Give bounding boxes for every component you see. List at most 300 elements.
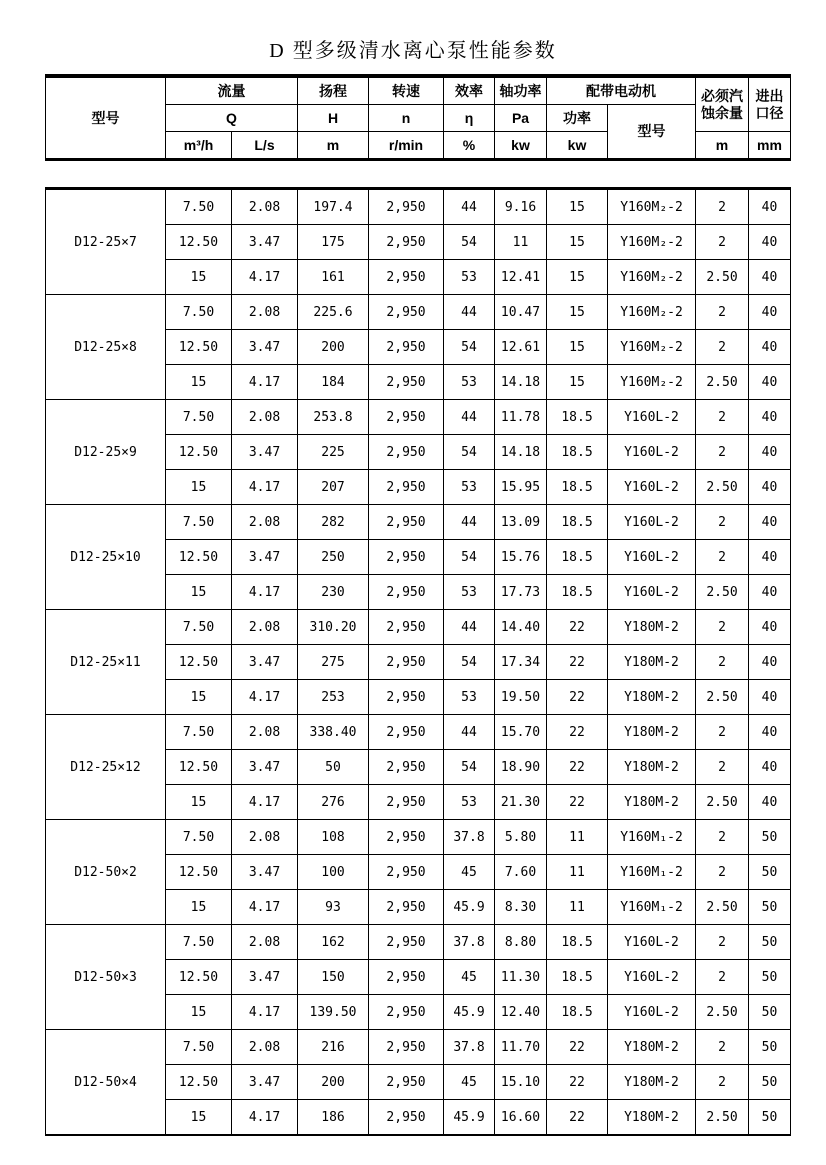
value-cell: 54: [444, 645, 495, 680]
value-cell: 18.5: [547, 960, 608, 995]
value-cell: 14.40: [495, 610, 547, 645]
value-cell: 225.6: [298, 295, 369, 330]
header-unit-efficiency: %: [444, 132, 495, 160]
header-pump-model: 型号: [46, 76, 166, 160]
value-cell: 22: [547, 645, 608, 680]
pump-model-cell: D12-50×3: [46, 925, 166, 1030]
value-cell: 2,950: [369, 715, 444, 750]
value-cell: 2.08: [232, 400, 298, 435]
value-cell: 2,950: [369, 575, 444, 610]
value-cell: 54: [444, 750, 495, 785]
value-cell: 15.10: [495, 1065, 547, 1100]
value-cell: 22: [547, 1100, 608, 1136]
value-cell: 44: [444, 610, 495, 645]
value-cell: 7.50: [166, 295, 232, 330]
value-cell: 2,950: [369, 1065, 444, 1100]
value-cell: 50: [749, 995, 791, 1030]
value-cell: 4.17: [232, 365, 298, 400]
value-cell: 108: [298, 820, 369, 855]
value-cell: 53: [444, 470, 495, 505]
value-cell: 2,950: [369, 750, 444, 785]
value-cell: 15: [166, 890, 232, 925]
value-cell: 14.18: [495, 365, 547, 400]
value-cell: 45.9: [444, 1100, 495, 1136]
value-cell: 2.08: [232, 925, 298, 960]
value-cell: 22: [547, 785, 608, 820]
value-cell: Y160M₂-2: [608, 225, 696, 260]
value-cell: 50: [749, 925, 791, 960]
value-cell: Y180M-2: [608, 750, 696, 785]
value-cell: Y180M-2: [608, 645, 696, 680]
value-cell: 50: [749, 1065, 791, 1100]
header-flow-symbol: Q: [166, 105, 298, 132]
value-cell: 216: [298, 1030, 369, 1065]
value-cell: 10.47: [495, 295, 547, 330]
value-cell: 11.78: [495, 400, 547, 435]
value-cell: 11.30: [495, 960, 547, 995]
table-row: [46, 820, 791, 855]
value-cell: 2,950: [369, 785, 444, 820]
pump-model-cell: D12-50×2: [46, 820, 166, 925]
header-unit-ls: L/s: [232, 132, 298, 160]
value-cell: 40: [749, 470, 791, 505]
value-cell: Y160L-2: [608, 505, 696, 540]
value-cell: 18.5: [547, 575, 608, 610]
value-cell: 8.80: [495, 925, 547, 960]
value-cell: 2: [696, 295, 749, 330]
value-cell: 53: [444, 575, 495, 610]
value-cell: Y160L-2: [608, 470, 696, 505]
value-cell: 12.50: [166, 960, 232, 995]
value-cell: 161: [298, 260, 369, 295]
value-cell: 18.5: [547, 400, 608, 435]
value-cell: 54: [444, 330, 495, 365]
value-cell: 2,950: [369, 505, 444, 540]
value-cell: 2.08: [232, 715, 298, 750]
value-cell: 162: [298, 925, 369, 960]
value-cell: 2,950: [369, 540, 444, 575]
header-npsh-line1: 必须汽: [701, 88, 743, 105]
value-cell: 15: [547, 365, 608, 400]
value-cell: 139.50: [298, 995, 369, 1030]
value-cell: 93: [298, 890, 369, 925]
page-title: D 型多级清水离心泵性能参数: [269, 40, 557, 62]
value-cell: 18.5: [547, 470, 608, 505]
header-efficiency-symbol: η: [444, 105, 495, 132]
header-head-symbol: H: [298, 105, 369, 132]
value-cell: 40: [749, 295, 791, 330]
header-flow: 流量: [166, 76, 298, 105]
value-cell: 11: [547, 855, 608, 890]
header-unit-port: mm: [749, 132, 791, 160]
pump-model-cell: D12-50×4: [46, 1030, 166, 1136]
header-speed-symbol: n: [369, 105, 444, 132]
pump-model-cell: D12-25×11: [46, 610, 166, 715]
value-cell: Y160L-2: [608, 435, 696, 470]
value-cell: 150: [298, 960, 369, 995]
value-cell: 2,950: [369, 960, 444, 995]
table-row: [46, 189, 791, 225]
value-cell: 40: [749, 540, 791, 575]
value-cell: 11: [547, 890, 608, 925]
value-cell: 2.50: [696, 260, 749, 295]
value-cell: Y160M₁-2: [608, 855, 696, 890]
value-cell: 37.8: [444, 925, 495, 960]
pump-model-cell: D12-25×8: [46, 295, 166, 400]
header-unit-motor-power: kw: [547, 132, 608, 160]
value-cell: Y180M-2: [608, 785, 696, 820]
value-cell: 40: [749, 505, 791, 540]
value-cell: 11.70: [495, 1030, 547, 1065]
value-cell: 8.30: [495, 890, 547, 925]
value-cell: 2: [696, 330, 749, 365]
value-cell: 3.47: [232, 645, 298, 680]
value-cell: 15: [166, 1100, 232, 1136]
value-cell: 14.18: [495, 435, 547, 470]
value-cell: 15: [166, 260, 232, 295]
value-cell: 12.50: [166, 855, 232, 890]
value-cell: 50: [749, 1030, 791, 1065]
value-cell: 2.08: [232, 189, 298, 225]
value-cell: 53: [444, 680, 495, 715]
value-cell: 15: [166, 680, 232, 715]
value-cell: 12.41: [495, 260, 547, 295]
value-cell: 17.73: [495, 575, 547, 610]
value-cell: 7.50: [166, 820, 232, 855]
value-cell: 2,950: [369, 189, 444, 225]
value-cell: 2,950: [369, 890, 444, 925]
table-row: [46, 295, 791, 330]
value-cell: 2.50: [696, 575, 749, 610]
value-cell: 100: [298, 855, 369, 890]
value-cell: Y160M₂-2: [608, 189, 696, 225]
value-cell: 2.50: [696, 680, 749, 715]
value-cell: 45: [444, 960, 495, 995]
value-cell: 45.9: [444, 890, 495, 925]
value-cell: 2.50: [696, 890, 749, 925]
value-cell: 2,950: [369, 260, 444, 295]
value-cell: 22: [547, 715, 608, 750]
header-shaft-power: 轴功率: [495, 76, 547, 105]
value-cell: 253.8: [298, 400, 369, 435]
value-cell: Y160L-2: [608, 575, 696, 610]
value-cell: 225: [298, 435, 369, 470]
value-cell: 40: [749, 189, 791, 225]
value-cell: 2.08: [232, 820, 298, 855]
value-cell: 4.17: [232, 890, 298, 925]
value-cell: 15: [547, 189, 608, 225]
table-row: [46, 1030, 791, 1065]
value-cell: 2,950: [369, 470, 444, 505]
value-cell: 2.08: [232, 505, 298, 540]
pump-model-cell: D12-25×12: [46, 715, 166, 820]
value-cell: 275: [298, 645, 369, 680]
value-cell: 18.5: [547, 995, 608, 1030]
value-cell: 12.50: [166, 435, 232, 470]
value-cell: 2,950: [369, 225, 444, 260]
value-cell: 338.40: [298, 715, 369, 750]
value-cell: 2,950: [369, 295, 444, 330]
value-cell: 9.16: [495, 189, 547, 225]
value-cell: 186: [298, 1100, 369, 1136]
value-cell: 2: [696, 400, 749, 435]
value-cell: 230: [298, 575, 369, 610]
value-cell: 53: [444, 785, 495, 820]
value-cell: 2,950: [369, 680, 444, 715]
value-cell: 2,950: [369, 330, 444, 365]
value-cell: 15.70: [495, 715, 547, 750]
value-cell: Y180M-2: [608, 680, 696, 715]
value-cell: 2.50: [696, 995, 749, 1030]
value-cell: 7.50: [166, 610, 232, 645]
value-cell: 7.50: [166, 715, 232, 750]
value-cell: 2: [696, 925, 749, 960]
value-cell: 12.50: [166, 225, 232, 260]
value-cell: 12.50: [166, 750, 232, 785]
value-cell: Y160L-2: [608, 960, 696, 995]
header-efficiency: 效率: [444, 76, 495, 105]
value-cell: 4.17: [232, 1100, 298, 1136]
value-cell: 2.50: [696, 785, 749, 820]
value-cell: 40: [749, 435, 791, 470]
value-cell: 2: [696, 855, 749, 890]
value-cell: 40: [749, 225, 791, 260]
value-cell: 3.47: [232, 540, 298, 575]
value-cell: 40: [749, 610, 791, 645]
value-cell: 50: [749, 820, 791, 855]
value-cell: 2: [696, 189, 749, 225]
value-cell: Y160L-2: [608, 925, 696, 960]
value-cell: 3.47: [232, 855, 298, 890]
value-cell: 2,950: [369, 645, 444, 680]
table-row: [46, 925, 791, 960]
header-motor-group: 配带电动机: [547, 76, 696, 105]
value-cell: 44: [444, 189, 495, 225]
value-cell: 12.50: [166, 330, 232, 365]
pump-model-cell: D12-25×7: [46, 189, 166, 295]
value-cell: 2: [696, 960, 749, 995]
value-cell: 7.60: [495, 855, 547, 890]
value-cell: 40: [749, 260, 791, 295]
value-cell: Y160L-2: [608, 400, 696, 435]
value-cell: 2,950: [369, 1100, 444, 1136]
value-cell: 17.34: [495, 645, 547, 680]
table-row: [46, 505, 791, 540]
value-cell: 2,950: [369, 400, 444, 435]
value-cell: 15.76: [495, 540, 547, 575]
value-cell: Y180M-2: [608, 715, 696, 750]
header-npsh: [696, 76, 749, 132]
value-cell: 16.60: [495, 1100, 547, 1136]
header-shaft-power-symbol: Pa: [495, 105, 547, 132]
value-cell: 200: [298, 1065, 369, 1100]
pump-model-cell: D12-25×10: [46, 505, 166, 610]
value-cell: 18.5: [547, 435, 608, 470]
value-cell: 50: [749, 855, 791, 890]
value-cell: 5.80: [495, 820, 547, 855]
header-unit-npsh: m: [696, 132, 749, 160]
value-cell: 2.50: [696, 1100, 749, 1136]
value-cell: 2,950: [369, 435, 444, 470]
value-cell: 18.5: [547, 925, 608, 960]
value-cell: 53: [444, 260, 495, 295]
value-cell: 15.95: [495, 470, 547, 505]
value-cell: 50: [749, 960, 791, 995]
value-cell: 15: [547, 330, 608, 365]
header-port-line2: 口径: [755, 104, 784, 121]
value-cell: Y180M-2: [608, 1030, 696, 1065]
header-unit-m3h: m³/h: [166, 132, 232, 160]
value-cell: 40: [749, 645, 791, 680]
value-cell: 18.5: [547, 505, 608, 540]
value-cell: 18.90: [495, 750, 547, 785]
value-cell: 2: [696, 505, 749, 540]
value-cell: 22: [547, 1065, 608, 1100]
value-cell: Y160M₂-2: [608, 260, 696, 295]
value-cell: 54: [444, 540, 495, 575]
value-cell: 2.08: [232, 610, 298, 645]
value-cell: 3.47: [232, 435, 298, 470]
value-cell: 4.17: [232, 680, 298, 715]
value-cell: 2: [696, 225, 749, 260]
value-cell: 250: [298, 540, 369, 575]
spec-table-header: [45, 74, 791, 161]
header-motor-model: 型号: [608, 105, 696, 160]
value-cell: 2.08: [232, 1030, 298, 1065]
value-cell: 54: [444, 435, 495, 470]
value-cell: 15: [166, 365, 232, 400]
value-cell: 282: [298, 505, 369, 540]
value-cell: 40: [749, 785, 791, 820]
value-cell: 2: [696, 750, 749, 785]
value-cell: 7.50: [166, 505, 232, 540]
value-cell: 44: [444, 295, 495, 330]
value-cell: 53: [444, 365, 495, 400]
value-cell: 12.50: [166, 540, 232, 575]
value-cell: 40: [749, 365, 791, 400]
value-cell: Y180M-2: [608, 610, 696, 645]
value-cell: 2,950: [369, 610, 444, 645]
value-cell: 3.47: [232, 1065, 298, 1100]
value-cell: 7.50: [166, 1030, 232, 1065]
value-cell: 12.40: [495, 995, 547, 1030]
value-cell: 3.47: [232, 750, 298, 785]
spec-table-body: [45, 187, 791, 1136]
value-cell: 11: [495, 225, 547, 260]
value-cell: 4.17: [232, 575, 298, 610]
value-cell: 40: [749, 575, 791, 610]
value-cell: 2: [696, 1065, 749, 1100]
value-cell: 253: [298, 680, 369, 715]
value-cell: 22: [547, 1030, 608, 1065]
value-cell: 2: [696, 610, 749, 645]
value-cell: 2.08: [232, 295, 298, 330]
table-row: [46, 610, 791, 645]
value-cell: 40: [749, 715, 791, 750]
value-cell: 15: [547, 260, 608, 295]
value-cell: 12.50: [166, 1065, 232, 1100]
value-cell: 40: [749, 400, 791, 435]
value-cell: 4.17: [232, 260, 298, 295]
value-cell: 12.50: [166, 645, 232, 680]
value-cell: 7.50: [166, 925, 232, 960]
value-cell: 15: [166, 785, 232, 820]
value-cell: 2,950: [369, 995, 444, 1030]
table-row: [46, 400, 791, 435]
header-unit-head: m: [298, 132, 369, 160]
value-cell: 2: [696, 1030, 749, 1065]
value-cell: 2: [696, 435, 749, 470]
value-cell: 21.30: [495, 785, 547, 820]
value-cell: 22: [547, 750, 608, 785]
value-cell: 207: [298, 470, 369, 505]
value-cell: 44: [444, 400, 495, 435]
value-cell: 197.4: [298, 189, 369, 225]
value-cell: 44: [444, 505, 495, 540]
value-cell: Y160L-2: [608, 540, 696, 575]
value-cell: 276: [298, 785, 369, 820]
value-cell: Y160M₁-2: [608, 820, 696, 855]
value-cell: 4.17: [232, 470, 298, 505]
value-cell: Y160M₂-2: [608, 295, 696, 330]
value-cell: 3.47: [232, 330, 298, 365]
value-cell: 2.50: [696, 365, 749, 400]
header-motor-power: 功率: [547, 105, 608, 132]
value-cell: 37.8: [444, 1030, 495, 1065]
value-cell: 15: [547, 225, 608, 260]
value-cell: 2,950: [369, 820, 444, 855]
value-cell: 2,950: [369, 855, 444, 890]
value-cell: 45: [444, 855, 495, 890]
value-cell: Y160L-2: [608, 995, 696, 1030]
value-cell: 4.17: [232, 995, 298, 1030]
value-cell: 15: [166, 995, 232, 1030]
header-row-1: [46, 76, 791, 105]
value-cell: 7.50: [166, 400, 232, 435]
value-cell: 310.20: [298, 610, 369, 645]
value-cell: 2,950: [369, 925, 444, 960]
value-cell: 200: [298, 330, 369, 365]
value-cell: 45: [444, 1065, 495, 1100]
value-cell: 3.47: [232, 225, 298, 260]
table-row: [46, 715, 791, 750]
value-cell: 13.09: [495, 505, 547, 540]
value-cell: Y160M₂-2: [608, 365, 696, 400]
header-npsh-line2: 蚀余量: [701, 104, 743, 121]
value-cell: 18.5: [547, 540, 608, 575]
value-cell: Y180M-2: [608, 1065, 696, 1100]
header-speed: 转速: [369, 76, 444, 105]
value-cell: 19.50: [495, 680, 547, 715]
value-cell: Y160M₁-2: [608, 890, 696, 925]
value-cell: 37.8: [444, 820, 495, 855]
value-cell: 2: [696, 645, 749, 680]
header-port-diameter: [749, 76, 791, 132]
value-cell: 50: [298, 750, 369, 785]
value-cell: 11: [547, 820, 608, 855]
value-cell: 3.47: [232, 960, 298, 995]
value-cell: 2.50: [696, 470, 749, 505]
value-cell: 2,950: [369, 365, 444, 400]
value-cell: 15: [547, 295, 608, 330]
value-cell: 4.17: [232, 785, 298, 820]
value-cell: 2: [696, 820, 749, 855]
value-cell: Y180M-2: [608, 1100, 696, 1136]
header-head: 扬程: [298, 76, 369, 105]
pump-model-cell: D12-25×9: [46, 400, 166, 505]
value-cell: 50: [749, 890, 791, 925]
value-cell: 54: [444, 225, 495, 260]
